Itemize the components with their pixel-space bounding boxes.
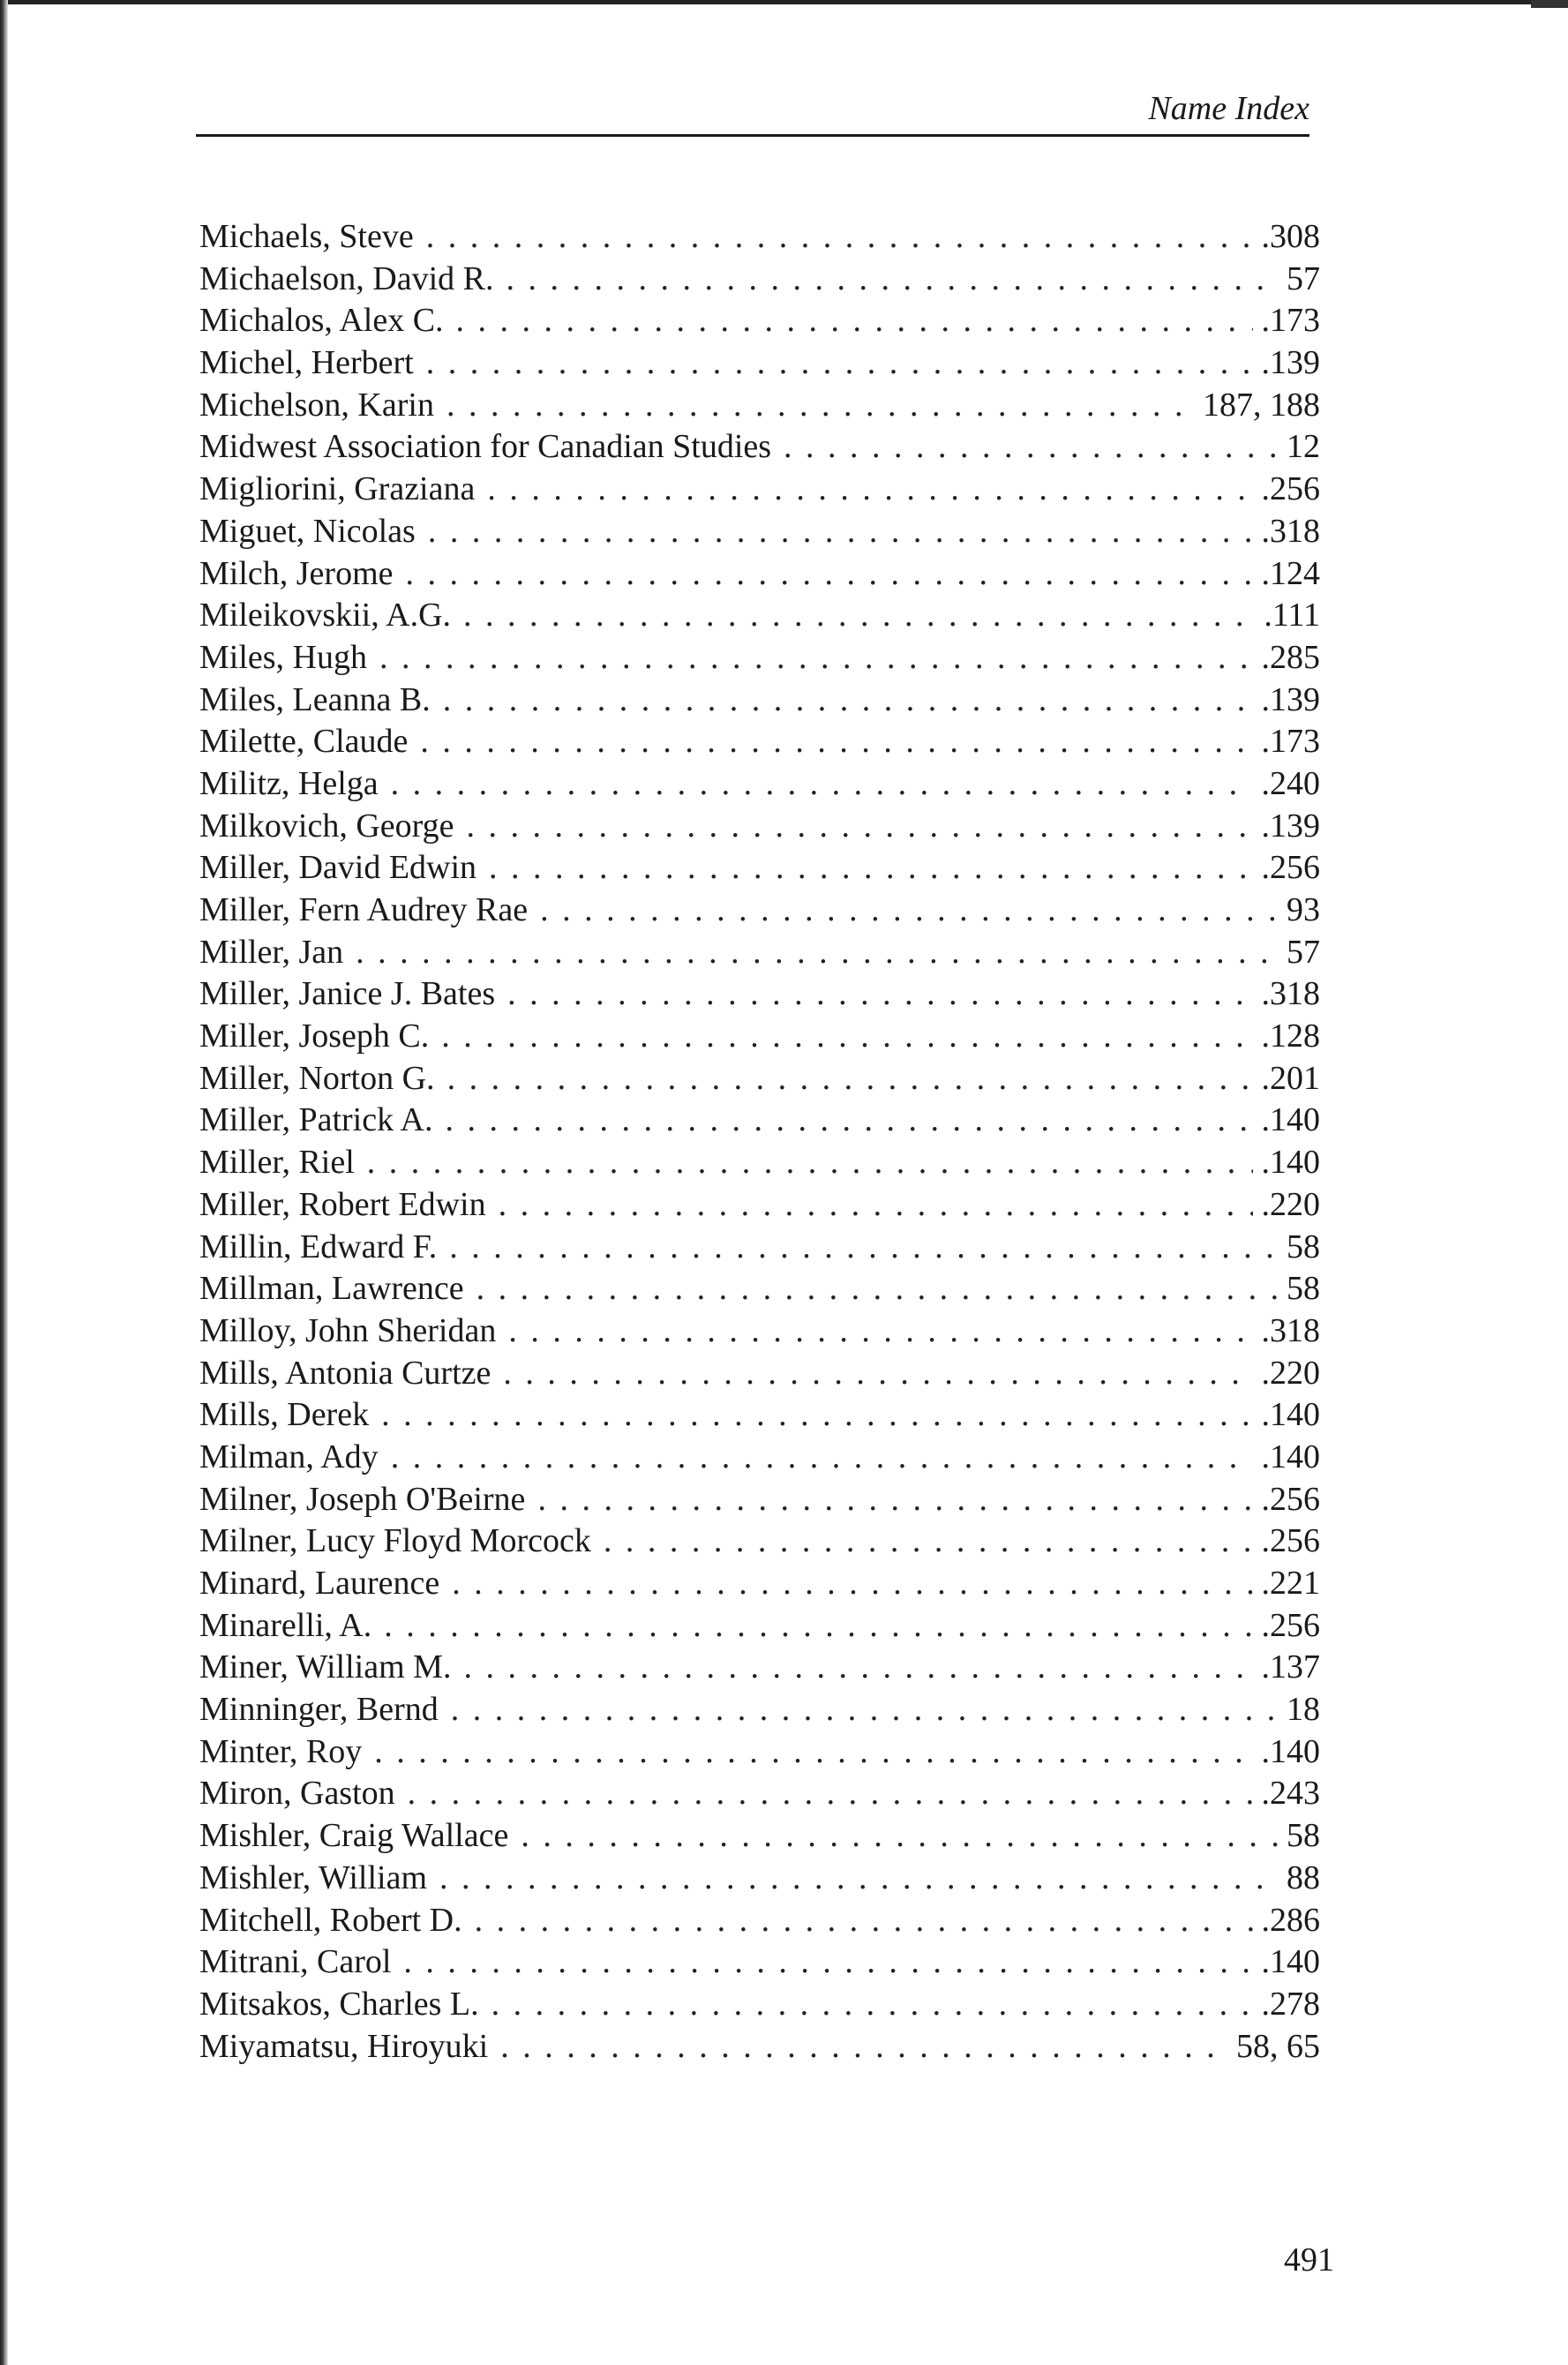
entry-name: Milkovich, George bbox=[199, 807, 454, 845]
entry-name: Mitsakos, Charles L. bbox=[199, 1985, 479, 2023]
entry-page-numbers: .140 bbox=[1261, 1144, 1320, 1182]
entry-page-numbers: .243 bbox=[1261, 1775, 1320, 1813]
entry-name: Minard, Laurence bbox=[199, 1565, 440, 1602]
index-entry bbox=[199, 1731, 1320, 1774]
index-entry bbox=[199, 1227, 1320, 1269]
dot-leader bbox=[381, 1394, 1252, 1436]
index-entry bbox=[199, 426, 1320, 469]
entry-name: Mileikovskii, A.G. bbox=[199, 597, 452, 634]
entry-name: Milner, Lucy Floyd Morcock bbox=[199, 1522, 591, 1560]
index-entry bbox=[199, 469, 1320, 511]
entry-page-numbers: .128 bbox=[1261, 1017, 1320, 1055]
entry-page-numbers: .173 bbox=[1261, 723, 1320, 761]
entry-name: Milette, Claude bbox=[199, 723, 409, 761]
index-entry bbox=[199, 595, 1320, 637]
entry-page-numbers: .137 bbox=[1261, 1648, 1320, 1686]
index-entry bbox=[199, 1353, 1320, 1395]
index-entry bbox=[199, 1984, 1320, 2026]
entry-page-numbers: .140 bbox=[1261, 1943, 1320, 1981]
entry-name: Michaelson, David R. bbox=[199, 259, 494, 297]
dot-leader bbox=[521, 1815, 1278, 1857]
entry-page-numbers: .221 bbox=[1261, 1565, 1320, 1602]
entry-page-numbers: .220 bbox=[1261, 1354, 1320, 1392]
entry-name: Miller, Robert Edwin bbox=[199, 1185, 486, 1223]
page-number: 491 bbox=[1284, 2241, 1334, 2279]
index-entry bbox=[199, 1605, 1320, 1648]
entry-page-numbers: 12 bbox=[1287, 428, 1320, 466]
index-entry bbox=[199, 2026, 1320, 2068]
dot-leader bbox=[491, 1984, 1253, 2025]
dot-leader bbox=[456, 300, 1253, 342]
dot-leader bbox=[466, 806, 1252, 847]
dot-leader bbox=[367, 1142, 1253, 1183]
entry-page-numbers: .201 bbox=[1261, 1059, 1320, 1097]
index-entry bbox=[199, 847, 1320, 890]
entry-page-numbers: .318 bbox=[1261, 512, 1320, 550]
index-entry bbox=[199, 1142, 1320, 1184]
index-entry bbox=[199, 1900, 1320, 1942]
dot-leader bbox=[439, 1858, 1278, 1899]
entry-page-numbers: .140 bbox=[1261, 1438, 1320, 1475]
entry-page-numbers: 58 bbox=[1287, 1270, 1320, 1308]
dot-leader bbox=[463, 595, 1255, 636]
entry-name: Miguet, Nicolas bbox=[199, 512, 416, 550]
entry-page-numbers: .285 bbox=[1261, 638, 1320, 676]
entry-page-numbers: 88 bbox=[1287, 1858, 1320, 1896]
index-entry bbox=[199, 637, 1320, 679]
dot-leader bbox=[784, 426, 1278, 468]
dot-leader bbox=[507, 973, 1252, 1015]
running-head-title: Name Index bbox=[1148, 90, 1309, 127]
entry-page-numbers: .140 bbox=[1261, 1732, 1320, 1770]
entry-name: Miller, Norton G. bbox=[199, 1059, 435, 1097]
dot-leader bbox=[475, 1900, 1253, 1941]
entry-page-numbers: .220 bbox=[1261, 1185, 1320, 1223]
index-entry bbox=[199, 679, 1320, 722]
index-entry bbox=[199, 806, 1320, 848]
entry-name: Miller, Riel bbox=[199, 1144, 355, 1182]
entry-page-numbers: .140 bbox=[1261, 1101, 1320, 1139]
index-entry bbox=[199, 721, 1320, 763]
entry-name: Milloy, John Sheridan bbox=[199, 1311, 497, 1349]
index-entry bbox=[199, 1479, 1320, 1521]
dot-leader bbox=[374, 1731, 1252, 1773]
entry-page-numbers: .278 bbox=[1261, 1985, 1320, 2023]
entry-page-numbers: .256 bbox=[1261, 849, 1320, 887]
dot-leader bbox=[604, 1520, 1253, 1562]
index-entry bbox=[199, 973, 1320, 1016]
entry-name: Michel, Herbert bbox=[199, 344, 414, 382]
dot-leader bbox=[426, 342, 1253, 384]
entry-name: Miles, Leanna B. bbox=[199, 680, 431, 718]
dot-leader bbox=[379, 637, 1253, 679]
entry-name: Miner, William M. bbox=[199, 1648, 452, 1686]
index-entry bbox=[199, 1520, 1320, 1563]
entry-page-numbers: 93 bbox=[1287, 891, 1320, 928]
entry-name: Militz, Helga bbox=[199, 764, 379, 802]
entry-name: Michelson, Karin bbox=[199, 386, 434, 424]
index-entry bbox=[199, 300, 1320, 342]
dot-leader bbox=[487, 469, 1252, 510]
dot-leader bbox=[408, 1773, 1253, 1814]
index-entry bbox=[199, 511, 1320, 553]
dot-leader bbox=[446, 385, 1194, 426]
entry-name: Migliorini, Graziana bbox=[199, 470, 476, 508]
entry-page-numbers: .256 bbox=[1261, 1480, 1320, 1518]
dot-leader bbox=[500, 2026, 1227, 2068]
entry-page-numbers: .318 bbox=[1261, 1311, 1320, 1349]
dot-leader bbox=[449, 1227, 1278, 1268]
entry-name: Miller, David Edwin bbox=[199, 849, 477, 887]
dot-leader bbox=[391, 763, 1253, 805]
dot-leader bbox=[420, 721, 1252, 762]
entry-name: Miller, Janice J. Bates bbox=[199, 975, 496, 1013]
index-entry bbox=[199, 763, 1320, 806]
entry-name: Michalos, Alex C. bbox=[199, 302, 444, 340]
dot-leader bbox=[441, 1016, 1252, 1057]
index-entry bbox=[199, 1310, 1320, 1353]
entry-name: Milman, Ady bbox=[199, 1438, 379, 1475]
entry-name: Mitrani, Carol bbox=[199, 1943, 392, 1981]
index-entry bbox=[199, 259, 1320, 301]
dot-leader bbox=[451, 1689, 1278, 1731]
index-entry bbox=[199, 1773, 1320, 1815]
index-entry bbox=[199, 1647, 1320, 1689]
entry-page-numbers: .139 bbox=[1261, 807, 1320, 845]
index-entry bbox=[199, 216, 1320, 259]
index-entry bbox=[199, 342, 1320, 385]
entry-page-numbers: 58 bbox=[1287, 1817, 1320, 1855]
dot-leader bbox=[508, 1310, 1252, 1352]
entry-page-numbers: 187, 188 bbox=[1203, 386, 1320, 424]
entry-name: Mitchell, Robert D. bbox=[199, 1901, 462, 1939]
index-entry bbox=[199, 1016, 1320, 1058]
dot-leader bbox=[447, 1058, 1253, 1100]
dot-leader bbox=[499, 1184, 1253, 1226]
entry-name: Mishler, William bbox=[199, 1858, 428, 1896]
entry-name: Miller, Joseph C. bbox=[199, 1017, 430, 1055]
entry-page-numbers: .318 bbox=[1261, 975, 1320, 1013]
index-entry bbox=[199, 1394, 1320, 1437]
entry-page-numbers: .256 bbox=[1261, 470, 1320, 508]
dot-leader bbox=[476, 1268, 1278, 1310]
dot-leader bbox=[537, 1479, 1252, 1520]
dot-leader bbox=[403, 1941, 1252, 1983]
entry-name: Midwest Association for Canadian Studies bbox=[199, 428, 772, 466]
entry-name: Miller, Patrick A. bbox=[199, 1101, 433, 1139]
entry-name: Minter, Roy bbox=[199, 1732, 363, 1770]
entry-page-numbers: .308 bbox=[1261, 218, 1320, 255]
index-entry bbox=[199, 1858, 1320, 1900]
entry-page-numbers: .256 bbox=[1261, 1522, 1320, 1560]
name-index-list bbox=[199, 216, 1320, 2068]
entry-name: Michaels, Steve bbox=[199, 218, 414, 255]
index-entry bbox=[199, 1941, 1320, 1984]
entry-page-numbers: 57 bbox=[1287, 933, 1320, 971]
entry-name: Millin, Edward F. bbox=[199, 1228, 438, 1265]
entry-name: Miyamatsu, Hiroyuki bbox=[199, 2027, 489, 2065]
entry-page-numbers: .256 bbox=[1261, 1606, 1320, 1644]
entry-name: Miller, Fern Audrey Rae bbox=[199, 891, 529, 928]
dot-leader bbox=[406, 553, 1253, 595]
entry-page-numbers: .139 bbox=[1261, 344, 1320, 382]
entry-page-numbers: .111 bbox=[1264, 597, 1320, 634]
entry-page-numbers: 18 bbox=[1287, 1691, 1320, 1729]
dot-leader bbox=[540, 890, 1278, 931]
dot-leader bbox=[391, 1437, 1253, 1478]
entry-page-numbers: .124 bbox=[1261, 554, 1320, 592]
index-entry bbox=[199, 1100, 1320, 1142]
index-entry bbox=[199, 553, 1320, 596]
index-entry bbox=[199, 1058, 1320, 1100]
entry-page-numbers: .140 bbox=[1261, 1396, 1320, 1434]
dot-leader bbox=[489, 847, 1252, 889]
dot-leader bbox=[463, 1647, 1252, 1688]
entry-name: Milch, Jerome bbox=[199, 554, 394, 592]
entry-page-numbers: 58 bbox=[1287, 1228, 1320, 1265]
dot-leader bbox=[443, 679, 1253, 721]
entry-name: Mills, Antonia Curtze bbox=[199, 1354, 491, 1392]
entry-name: Miles, Hugh bbox=[199, 638, 367, 676]
running-head bbox=[196, 88, 1309, 137]
index-entry bbox=[199, 1437, 1320, 1479]
entry-name: Millman, Lawrence bbox=[199, 1270, 464, 1308]
index-entry bbox=[199, 385, 1320, 427]
entry-page-numbers: .139 bbox=[1261, 680, 1320, 718]
entry-page-numbers: .173 bbox=[1261, 302, 1320, 340]
entry-name: Minninger, Bernd bbox=[199, 1691, 439, 1729]
entry-page-numbers: 58, 65 bbox=[1236, 2027, 1320, 2065]
entry-page-numbers: .286 bbox=[1261, 1901, 1320, 1939]
dot-leader bbox=[426, 216, 1253, 258]
index-entry bbox=[199, 1689, 1320, 1731]
entry-name: Milner, Joseph O'Beirne bbox=[199, 1480, 526, 1518]
index-entry bbox=[199, 890, 1320, 932]
entry-name: Miron, Gaston bbox=[199, 1775, 395, 1813]
index-entry bbox=[199, 1184, 1320, 1227]
dot-leader bbox=[503, 1353, 1252, 1394]
entry-name: Mishler, Craig Wallace bbox=[199, 1817, 509, 1855]
entry-page-numbers: .240 bbox=[1261, 764, 1320, 802]
dot-leader bbox=[452, 1563, 1252, 1604]
dot-leader bbox=[445, 1100, 1252, 1141]
index-entry bbox=[199, 1563, 1320, 1605]
index-entry bbox=[199, 1268, 1320, 1310]
dot-leader bbox=[384, 1605, 1252, 1647]
dot-leader bbox=[428, 511, 1253, 552]
entry-name: Mills, Derek bbox=[199, 1396, 370, 1434]
entry-name: Minarelli, A. bbox=[199, 1606, 372, 1644]
entry-page-numbers: 57 bbox=[1287, 259, 1320, 297]
dot-leader bbox=[506, 259, 1278, 300]
entry-name: Miller, Jan bbox=[199, 933, 344, 971]
index-entry bbox=[199, 1815, 1320, 1858]
index-entry bbox=[199, 932, 1320, 974]
dot-leader bbox=[356, 932, 1278, 973]
